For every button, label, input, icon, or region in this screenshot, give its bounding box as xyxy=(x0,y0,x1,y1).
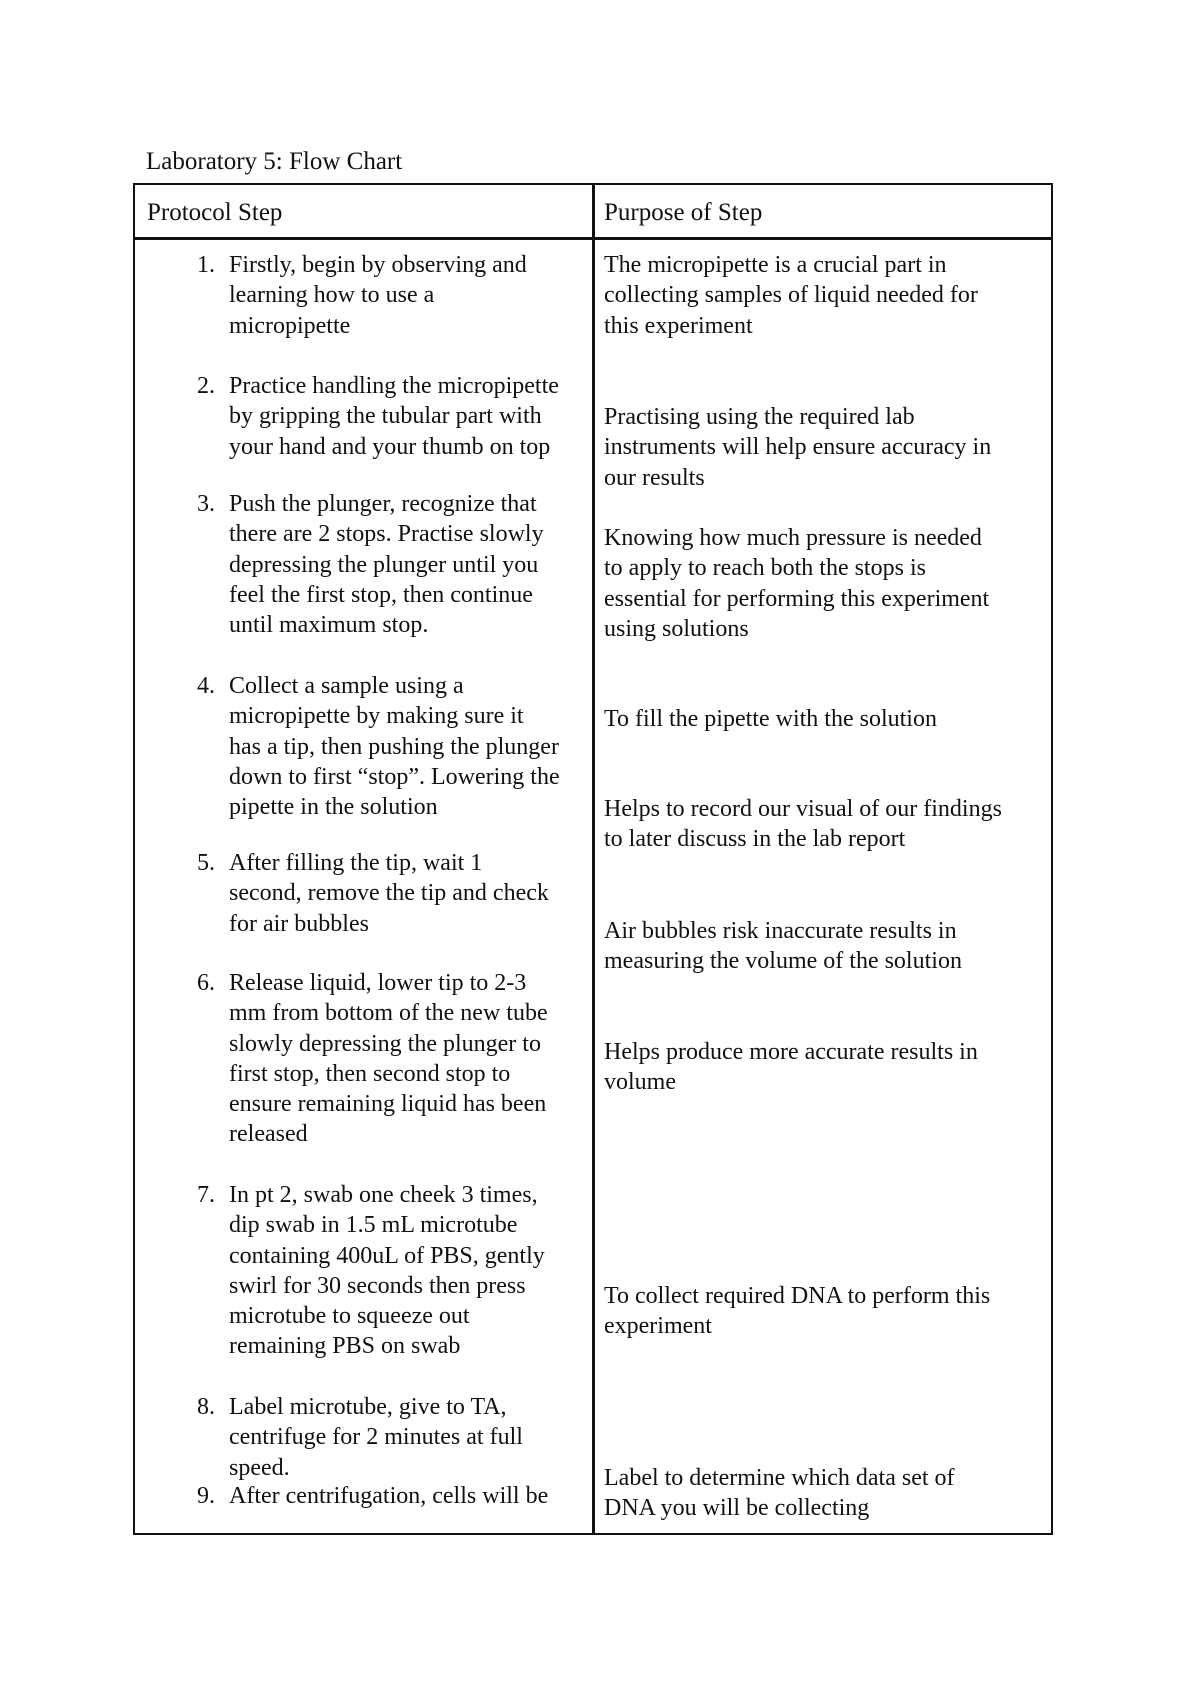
step-text: In pt 2, swab one cheek 3 times, dip swab in 1.5 mL microtube containing 400uL of PBS, gently swirl for 30 seconds then press microtube to squeeze out remaining PBS on swab xyxy=(229,1182,545,1360)
purpose-8: To collect required DNA to perform this experiment xyxy=(604,1283,991,1340)
purpose-3: Knowing how much pressure is needed to apply to reach both the stops is essential for performing this experiment using solutions xyxy=(604,525,990,642)
step-text: After filling the tip, wait 1 second, remove the tip and check for air bubbles xyxy=(229,850,549,937)
purpose-2: Practising using the required lab instruments will help ensure accuracy in our results xyxy=(604,404,992,491)
step-number: 5. xyxy=(197,850,215,876)
header-protocol-step: Protocol Step xyxy=(147,199,283,226)
flow-chart-table xyxy=(133,183,1053,1535)
step-number: 3. xyxy=(197,491,215,517)
step-number: 7. xyxy=(197,1182,215,1208)
step-number: 4. xyxy=(197,673,215,699)
document-title: Laboratory 5: Flow Chart xyxy=(146,148,403,175)
step-number: 1. xyxy=(197,252,215,278)
step-number: 6. xyxy=(197,970,215,996)
step-number: 8. xyxy=(197,1394,215,1420)
step-number: 2. xyxy=(197,373,215,399)
step-text: Firstly, begin by observing and learning how to use a micropipette xyxy=(229,252,527,339)
step-text: Collect a sample using a micropipette by making sure it has a tip, then pushing the plunger down to first “stop”. Lowering the pipette in the solution xyxy=(229,673,560,821)
step-text: Release liquid, lower tip to 2-3 mm from bottom of the new tube slowly depressing the plunger to first stop, then second stop to ensure remaining liquid has been released xyxy=(229,970,548,1148)
purpose-1: The micropipette is a crucial part in collecting samples of liquid needed for this experiment xyxy=(604,252,978,339)
step-text: Practice handling the micropipette by gripping the tubular part with your hand and your thumb on top xyxy=(229,373,559,460)
header-divider xyxy=(135,237,1051,240)
purpose-9: Label to determine which data set of DNA you will be collecting xyxy=(604,1465,955,1522)
purpose-6: Air bubbles risk inaccurate results in measuring the volume of the solution xyxy=(604,918,962,975)
purpose-5: Helps to record our visual of our findings to later discuss in the lab report xyxy=(604,796,1002,853)
step-number: 9. xyxy=(197,1483,215,1509)
step-text: Push the plunger, recognize that there are 2 stops. Practise slowly depressing the plunger until you feel the first stop, then continue until maximum stop. xyxy=(229,491,544,639)
step-text: Label microtube, give to TA, centrifuge for 2 minutes at full speed. xyxy=(229,1394,523,1481)
purpose-7: Helps produce more accurate results in volume xyxy=(604,1039,978,1096)
purpose-4: To fill the pipette with the solution xyxy=(604,706,937,732)
column-divider xyxy=(592,185,595,1533)
header-purpose-of-step: Purpose of Step xyxy=(604,199,763,226)
step-text: After centrifugation, cells will be xyxy=(229,1483,549,1509)
